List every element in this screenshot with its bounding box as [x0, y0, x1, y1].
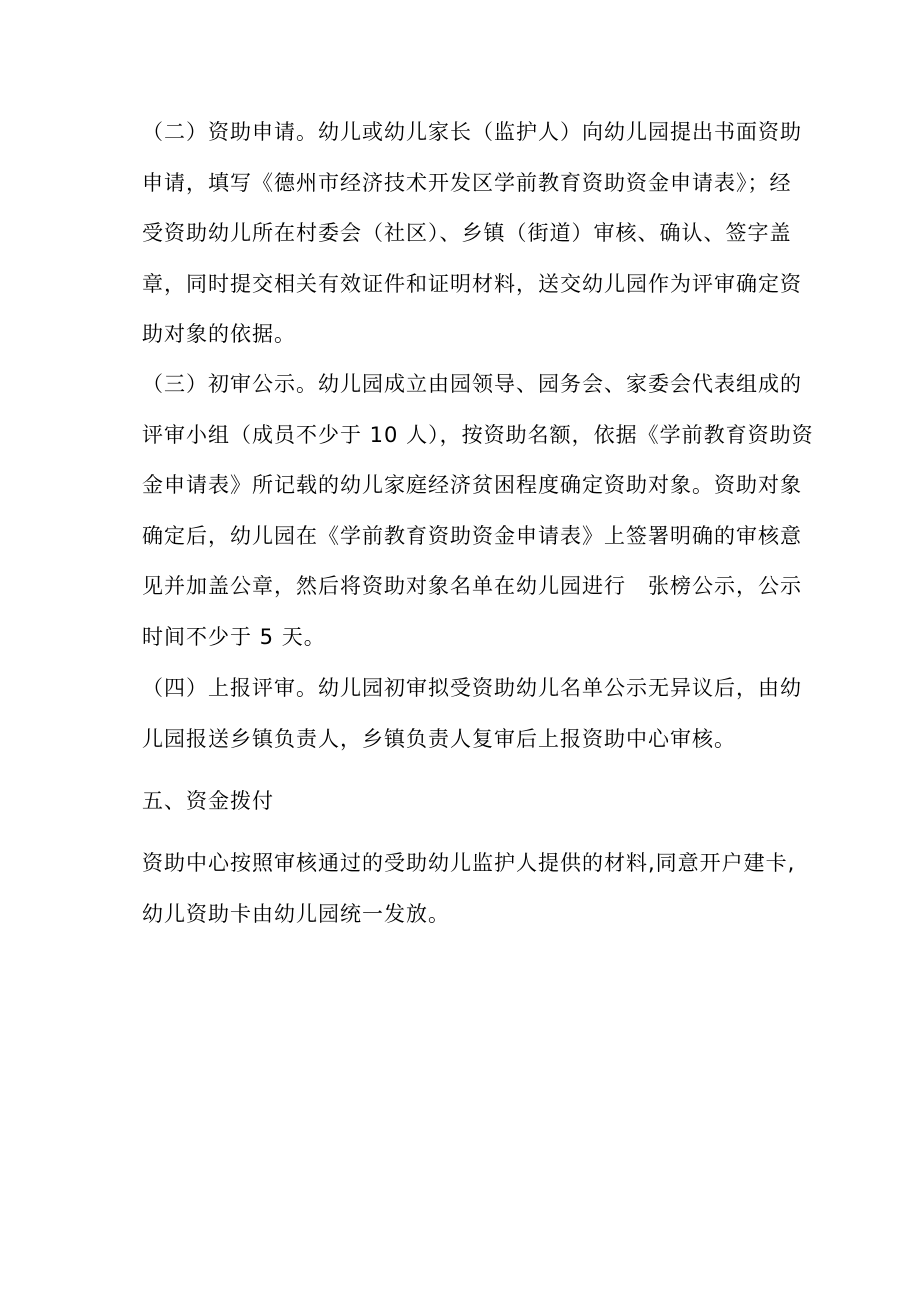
text-line: 章，同时提交相关有效证件和证明材料，送交幼儿园作为评审确定资 [142, 271, 802, 296]
section-heading-fund-allocation: 五、资金拨付 [142, 789, 274, 813]
text-line: 确定后，幼儿园在《学前教育资助资金申请表》上签署明确的审核意 [142, 523, 802, 548]
text-line: 受资助幼儿所在村委会（社区）、乡镇（街道）审核、确认、签字盖 [142, 221, 792, 245]
paragraph-preliminary-review [142, 359, 814, 662]
text-line: 见并加盖公章，然后将资助对象名单在幼儿园进行 张榜公示，公示 [142, 574, 802, 598]
text-line: 资助中心按照审核通过的受助幼儿监护人提供的材料,同意开户建卡, [142, 851, 796, 875]
paragraph-report-review [142, 663, 802, 764]
text-line: （三）初审公示。幼儿园成立由园领导、园务会、家委会代表组成的 [142, 372, 802, 396]
text-line: 时间不少于 5 天。 [142, 624, 326, 649]
text-line: 评审小组（成员不少于 10 人），按资助名额，依据《学前教育资助资 [142, 422, 814, 447]
text-line: （二）资助申请。幼儿或幼儿家长（监护人）向幼儿园提出书面资助 [142, 120, 802, 144]
paragraph-fund-allocation [142, 838, 802, 939]
text-line: 申请，填写《德州市经济技术开发区学前教育资助资金申请表》；经 [142, 170, 792, 195]
paragraph-funding-application [142, 107, 802, 360]
text-line: 儿园报送乡镇负责人，乡镇负责人复审后上报资助中心审核。 [142, 726, 736, 751]
text-line: 金申请表》所记载的幼儿家庭经济贫困程度确定资助对象。资助对象 [142, 473, 802, 497]
text-line: 助对象的依据。 [142, 322, 296, 346]
text-line: 幼儿资助卡由幼儿园统一发放。 [142, 901, 450, 926]
text-line: （四）上报评审。幼儿园初审拟受资助幼儿名单公示无异议后，由幼 [142, 676, 802, 700]
